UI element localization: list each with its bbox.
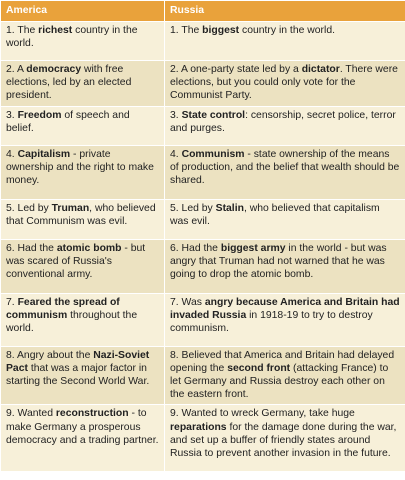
cell-text: , who believed that Communism was evil. [6, 202, 156, 227]
table-row [1, 106, 405, 145]
cell-russia [165, 239, 405, 293]
cell-text: country in the world. [6, 25, 138, 50]
header-russia: Russia [165, 1, 405, 22]
cell-bold-text: dictator [301, 64, 340, 75]
cell-bold-text: Freedom [17, 109, 62, 121]
cell-text: 7. Was [170, 296, 205, 308]
cell-russia [165, 106, 405, 145]
cell-russia [165, 199, 405, 239]
cell-bold-text: biggest army [220, 242, 286, 254]
cell-bold-text: second front [227, 362, 291, 374]
cell-bold-text: biggest [202, 25, 240, 36]
table-row [1, 145, 405, 199]
header-america: America [1, 1, 165, 22]
table-row [1, 346, 405, 405]
cell-text: throughout the world. [6, 309, 138, 335]
cell-text: 5. Led by [170, 202, 216, 214]
cell-america [1, 145, 165, 199]
cell-america [1, 106, 165, 145]
cell-bold-text: Stalin [215, 202, 244, 214]
header-row [1, 1, 405, 22]
cell-text: 4. [6, 148, 18, 160]
cell-bold-text: reparations [170, 421, 227, 433]
cell-text: 9. Wanted [6, 408, 56, 420]
cell-text: - private ownership and the right to make money. [6, 148, 154, 187]
cell-america [1, 293, 165, 346]
cell-bold-text: Nazi-Soviet Pact [6, 349, 150, 374]
cell-text: in the world - but was angry that Truman had not warned that he was going to drop the atomic bomb. [170, 242, 387, 281]
cell-text: 1. The [170, 25, 203, 36]
cell-bold-text: Capitalism [17, 148, 71, 160]
cell-america [1, 199, 165, 239]
cell-text: in 1918-19 to try to destroy communism. [170, 309, 373, 335]
cell-text: country in the world. [239, 25, 335, 36]
cell-russia [165, 61, 405, 107]
cell-text: - but was scared of Russia's conventional army. [6, 242, 146, 281]
cell-text: 3. [6, 109, 18, 121]
cell-text: - state ownership of the means of production, and the belief that wealth should be shared. [170, 148, 400, 187]
cell-text: with free elections, led by an elected president. [6, 64, 132, 102]
table-row [1, 199, 405, 239]
cell-russia [165, 346, 405, 405]
cell-bold-text: Communism [181, 148, 245, 160]
table-row [1, 61, 405, 107]
cell-text: (attacking France) to let Germany and Russia destroy each other on the eastern front. [170, 362, 389, 401]
cell-america [1, 239, 165, 293]
cell-bold-text: Feared the spread of communism [6, 296, 120, 321]
table-row [1, 239, 405, 293]
cell-text: of speech and belief. [6, 109, 130, 134]
cell-bold-text: reconstruction [55, 408, 129, 420]
cell-text: 3. [170, 109, 182, 121]
cell-text: 8. Believed that America and Britain had delayed opening the [170, 349, 395, 374]
table-row [1, 22, 405, 61]
cell-bold-text: atomic bomb [56, 242, 122, 254]
cell-america [1, 61, 165, 107]
cell-text: . There were elections, but you could only vote for the Communist Party. [170, 64, 398, 102]
cell-text: 6. Had the [6, 242, 57, 254]
cell-text: 8. Angry about the [6, 349, 94, 361]
cell-bold-text: State control [181, 109, 246, 121]
cell-text: 6. Had the [170, 242, 221, 254]
cell-russia [165, 22, 405, 61]
cell-text: : censorship, secret police, terror and purges. [170, 109, 396, 134]
cell-text: that was a major factor in starting the Second World War. [6, 362, 150, 388]
cell-text: 4. [170, 148, 182, 160]
cell-america [1, 405, 165, 472]
table-row [1, 293, 405, 346]
cell-bold-text: richest [38, 25, 73, 36]
cell-america [1, 22, 165, 61]
cell-bold-text: democracy [26, 64, 82, 75]
cell-text: - to make Germany a prosperous democracy and a trading partner. [6, 408, 159, 446]
cell-america [1, 346, 165, 405]
cell-bold-text: angry because America and Britain had invaded Russia [170, 296, 400, 321]
cell-text: 9. Wanted to wreck Germany, take huge [170, 408, 355, 420]
cell-russia [165, 405, 405, 472]
table-row [1, 405, 405, 472]
cell-text: 2. A [6, 64, 27, 75]
cell-text: 5. Led by [6, 202, 52, 214]
cell-russia [165, 293, 405, 346]
cell-text: 1. The [6, 25, 39, 36]
cell-russia [165, 145, 405, 199]
cell-text: 2. A one-party state led by a [170, 64, 302, 75]
cell-text: 7. [6, 296, 18, 308]
cell-bold-text: Truman [51, 202, 90, 214]
cell-text: , who believed that capitalism was evil. [170, 202, 380, 227]
cell-text: for the damage done during the war, and set up a buffer of friendly states around Russia to prevent another invasion in the future. [170, 421, 397, 460]
